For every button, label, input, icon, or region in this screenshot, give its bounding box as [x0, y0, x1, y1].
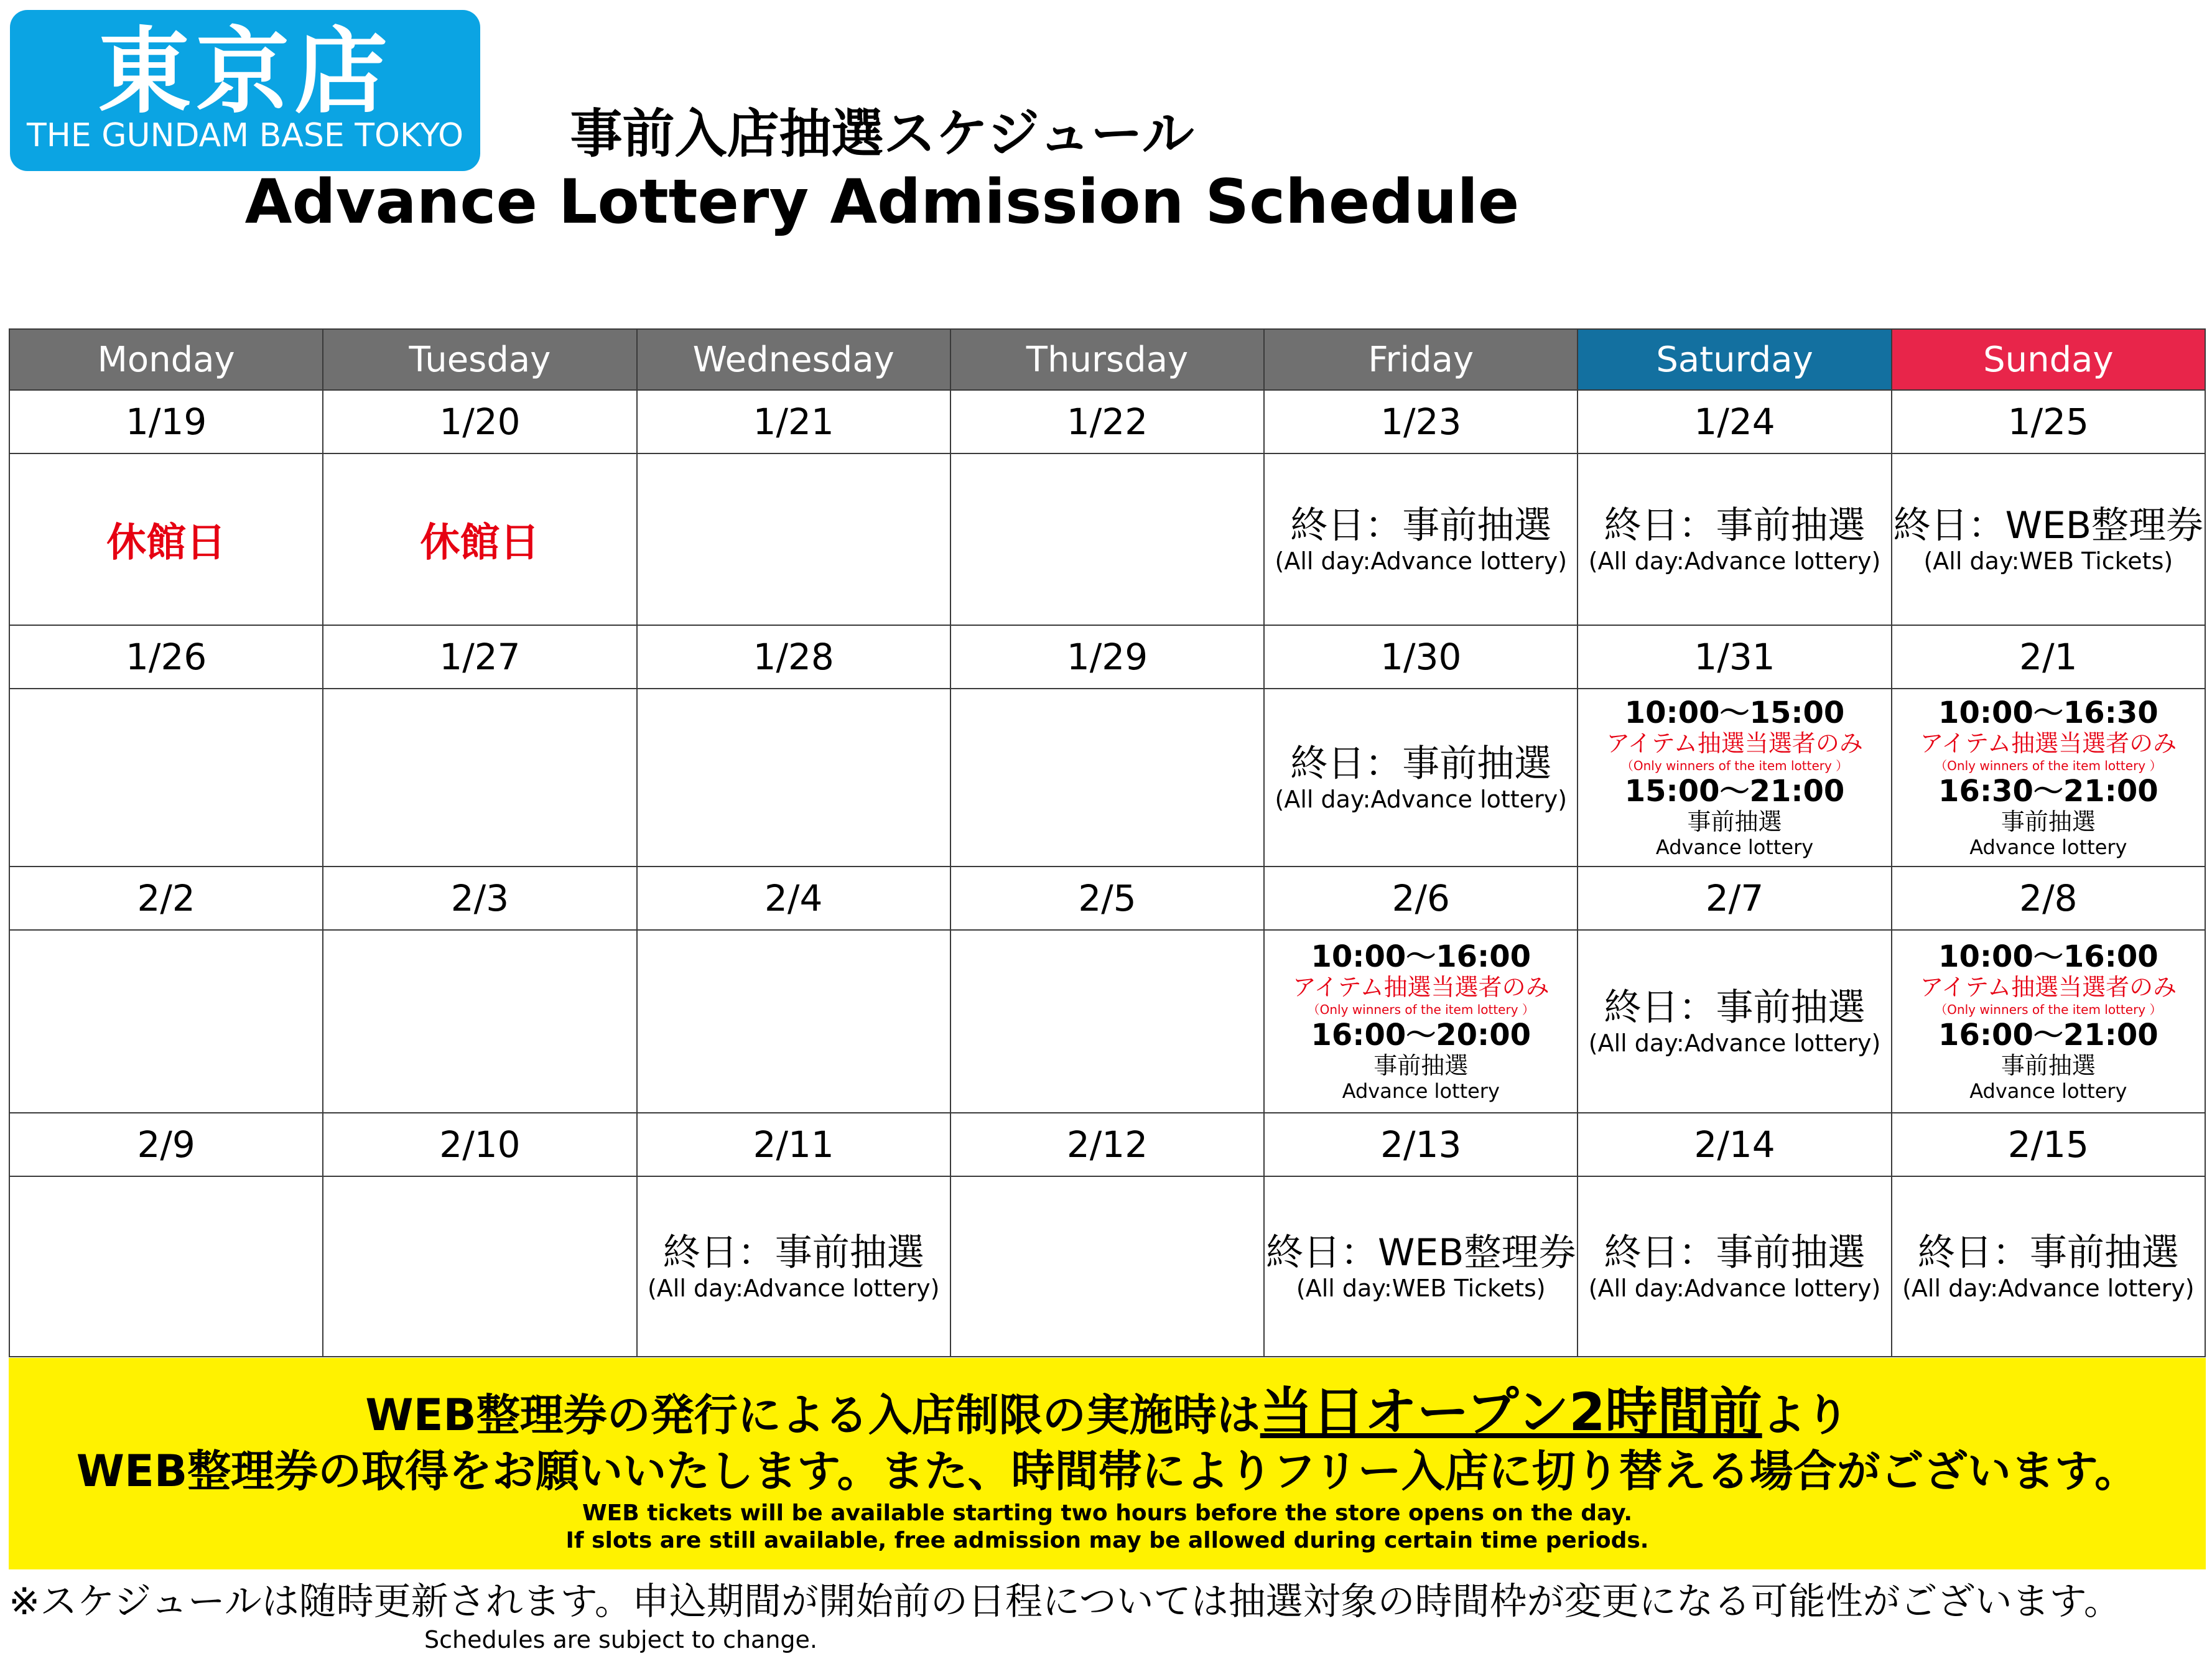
closed-label: 休館日: [106, 520, 226, 566]
schedule-cell: [950, 453, 1264, 625]
date-row: [9, 867, 2205, 930]
all-day-label-en: (All day:Advance lottery): [1588, 1275, 1881, 1302]
item-winners-label-en: （Only winners of the item lottery ）: [1307, 1002, 1535, 1017]
schedule-cell: [950, 1176, 1264, 1357]
page-title-jp: 事前入店抽選スケジュール: [570, 103, 1194, 164]
item-winners-label-jp: アイテム抽選当選者のみ: [1606, 730, 1863, 757]
date-cell: 1/21: [637, 390, 950, 453]
schedule-cell: [1264, 1176, 1578, 1357]
notice-line-1a: WEB整理券の発行による入店制限の実施時は: [365, 1390, 1260, 1441]
date-cell: 2/1: [1892, 625, 2205, 689]
date-cell: 1/27: [323, 625, 636, 689]
all-day-label-jp: 終日：WEB整理券: [1893, 504, 2204, 547]
all-day-label-en: (All day:WEB Tickets): [1923, 547, 2173, 575]
all-day-label-en: (All day:Advance lottery): [1588, 1029, 1881, 1057]
all-day-label-jp: 終日：事前抽選: [1290, 504, 1552, 547]
all-day-label-jp: 終日：WEB整理券: [1266, 1231, 1576, 1275]
page-title-en: Advance Lottery Admission Schedule: [244, 167, 1520, 238]
time-slot-1: 10:00～16:00: [1311, 939, 1531, 974]
schedule-cell: [1578, 689, 1891, 867]
schedule-cell: [1264, 689, 1578, 867]
weekday-header-row: [9, 329, 2205, 390]
schedule-cell: [323, 453, 636, 625]
closed-label: 休館日: [420, 520, 540, 566]
all-day-label-jp: 終日：事前抽選: [662, 1231, 924, 1275]
schedule-cell: [1578, 1176, 1891, 1357]
schedule-cell: [637, 453, 950, 625]
weekday-header-monday: Monday: [9, 329, 323, 390]
footer-note-en: Schedules are subject to change.: [424, 1626, 817, 1653]
date-cell: 1/30: [1264, 625, 1578, 689]
notice-line-4: If slots are still available, free admission may be allowed during certain time periods.: [565, 1528, 1649, 1553]
all-day-label-en: (All day:Advance lottery): [1902, 1275, 2195, 1302]
date-row: [9, 390, 2205, 453]
item-winners-label-jp: アイテム抽選当選者のみ: [1920, 974, 2177, 1001]
date-cell: 2/10: [323, 1113, 636, 1176]
date-cell: 1/22: [950, 390, 1264, 453]
advance-lottery-label-en: Advance lottery: [1969, 835, 2127, 859]
schedule-cell: [9, 930, 323, 1113]
schedule-row: [9, 1176, 2205, 1357]
schedule-cell: [9, 1176, 323, 1357]
date-row: [9, 1113, 2205, 1176]
schedule-cell: [950, 689, 1264, 867]
advance-lottery-label-en: Advance lottery: [1655, 835, 1814, 859]
notice-box: [9, 1358, 2206, 1569]
schedule-cell: [1892, 453, 2205, 625]
date-cell: 2/14: [1578, 1113, 1891, 1176]
schedule-cell: [1892, 689, 2205, 867]
date-cell: 1/24: [1578, 390, 1891, 453]
date-cell: 1/20: [323, 390, 636, 453]
all-day-label-en: (All day:Advance lottery): [647, 1275, 940, 1302]
notice-line-2: WEB整理券の取得をお願いいたします。また、時間帯によりフリー入店に切り替える場合がございます。: [76, 1446, 2139, 1497]
weekday-header-thursday: Thursday: [950, 329, 1264, 390]
date-cell: 1/29: [950, 625, 1264, 689]
schedule-cell: [323, 930, 636, 1113]
date-cell: 2/13: [1264, 1113, 1578, 1176]
schedule-cell: [9, 453, 323, 625]
weekday-header-saturday: Saturday: [1578, 329, 1891, 390]
schedule-cell: [1264, 930, 1578, 1113]
time-slot-2: 16:00～21:00: [1938, 1018, 2159, 1053]
notice-emphasis: 当日オープン2時間前: [1260, 1382, 1762, 1443]
schedule-cell: [1578, 930, 1891, 1113]
date-cell: 2/9: [9, 1113, 323, 1176]
all-day-label-en: (All day:Advance lottery): [1275, 547, 1568, 575]
time-slot-2: 16:30～21:00: [1938, 774, 2159, 809]
date-cell: 2/6: [1264, 867, 1578, 930]
schedule-row: [9, 689, 2205, 867]
all-day-label-jp: 終日：事前抽選: [1604, 1231, 1866, 1275]
time-slot-1: 10:00～16:00: [1938, 939, 2159, 974]
date-cell: 2/8: [1892, 867, 2205, 930]
date-cell: 1/19: [9, 390, 323, 453]
date-cell: 2/2: [9, 867, 323, 930]
schedule-cell: [9, 689, 323, 867]
store-name-en: THE GUNDAM BASE TOKYO: [26, 117, 464, 154]
all-day-label-jp: 終日：事前抽選: [1917, 1231, 2179, 1275]
date-cell: 2/5: [950, 867, 1264, 930]
advance-lottery-label-en: Advance lottery: [1969, 1079, 2127, 1103]
notice-line-1b: より: [1762, 1390, 1849, 1441]
weekday-header-tuesday: Tuesday: [323, 329, 636, 390]
weekday-header-sunday: Sunday: [1892, 329, 2205, 390]
notice-line-3: WEB tickets will be available starting two hours before the store opens on the day.: [582, 1500, 1633, 1526]
schedule-cell: [637, 689, 950, 867]
schedule-row: [9, 930, 2205, 1113]
time-slot-2: 16:00～20:00: [1311, 1018, 1531, 1053]
weekday-header-wednesday: Wednesday: [637, 329, 950, 390]
footer-note-jp: ※スケジュールは随時更新されます。申込期間が開始前の日程については抽選対象の時間枠が変更になる可能性がございます。: [9, 1580, 2121, 1624]
date-cell: 2/3: [323, 867, 636, 930]
item-winners-label-jp: アイテム抽選当選者のみ: [1920, 730, 2177, 757]
schedule-cell: [637, 930, 950, 1113]
all-day-label-jp: 終日：事前抽選: [1290, 742, 1552, 786]
all-day-label-en: (All day:WEB Tickets): [1296, 1275, 1546, 1302]
notice-line-1: [9, 1382, 2206, 1443]
schedule-calendar: [9, 328, 2206, 1357]
schedule-cell: [323, 1176, 636, 1357]
date-cell: 1/23: [1264, 390, 1578, 453]
time-slot-2: 15:00～21:00: [1624, 774, 1845, 809]
date-cell: 1/31: [1578, 625, 1891, 689]
schedule-cell: [1892, 930, 2205, 1113]
advance-lottery-label-jp: 事前抽選: [1687, 808, 1782, 835]
item-winners-label-jp: アイテム抽選当選者のみ: [1292, 974, 1550, 1001]
all-day-label-en: (All day:Advance lottery): [1275, 786, 1568, 813]
date-cell: 2/7: [1578, 867, 1891, 930]
schedule-cell: [1578, 453, 1891, 625]
date-cell: 1/26: [9, 625, 323, 689]
date-cell: 2/11: [637, 1113, 950, 1176]
item-winners-label-en: （Only winners of the item lottery ）: [1935, 1002, 2162, 1017]
schedule-row: [9, 453, 2205, 625]
date-cell: 2/15: [1892, 1113, 2205, 1176]
item-winners-label-en: （Only winners of the item lottery ）: [1620, 758, 1849, 773]
date-cell: 1/28: [637, 625, 950, 689]
all-day-label-en: (All day:Advance lottery): [1588, 547, 1881, 575]
advance-lottery-label-jp: 事前抽選: [2001, 1052, 2096, 1079]
schedule-cell: [1892, 1176, 2205, 1357]
store-name-jp: 東京店: [97, 18, 393, 126]
time-slot-1: 10:00～16:30: [1938, 695, 2159, 730]
advance-lottery-label-jp: 事前抽選: [2001, 808, 2096, 835]
date-row: [9, 625, 2205, 689]
weekday-header-friday: Friday: [1264, 329, 1578, 390]
advance-lottery-label-en: Advance lottery: [1342, 1079, 1500, 1103]
item-winners-label-en: （Only winners of the item lottery ）: [1935, 758, 2162, 773]
schedule-cell: [637, 1176, 950, 1357]
date-cell: 1/25: [1892, 390, 2205, 453]
schedule-cell: [323, 689, 636, 867]
advance-lottery-label-jp: 事前抽選: [1373, 1052, 1469, 1079]
date-cell: 2/12: [950, 1113, 1264, 1176]
time-slot-1: 10:00～15:00: [1624, 695, 1845, 730]
schedule-cell: [950, 930, 1264, 1113]
date-cell: 2/4: [637, 867, 950, 930]
all-day-label-jp: 終日：事前抽選: [1604, 986, 1866, 1029]
schedule-cell: [1264, 453, 1578, 625]
all-day-label-jp: 終日：事前抽選: [1604, 504, 1866, 547]
